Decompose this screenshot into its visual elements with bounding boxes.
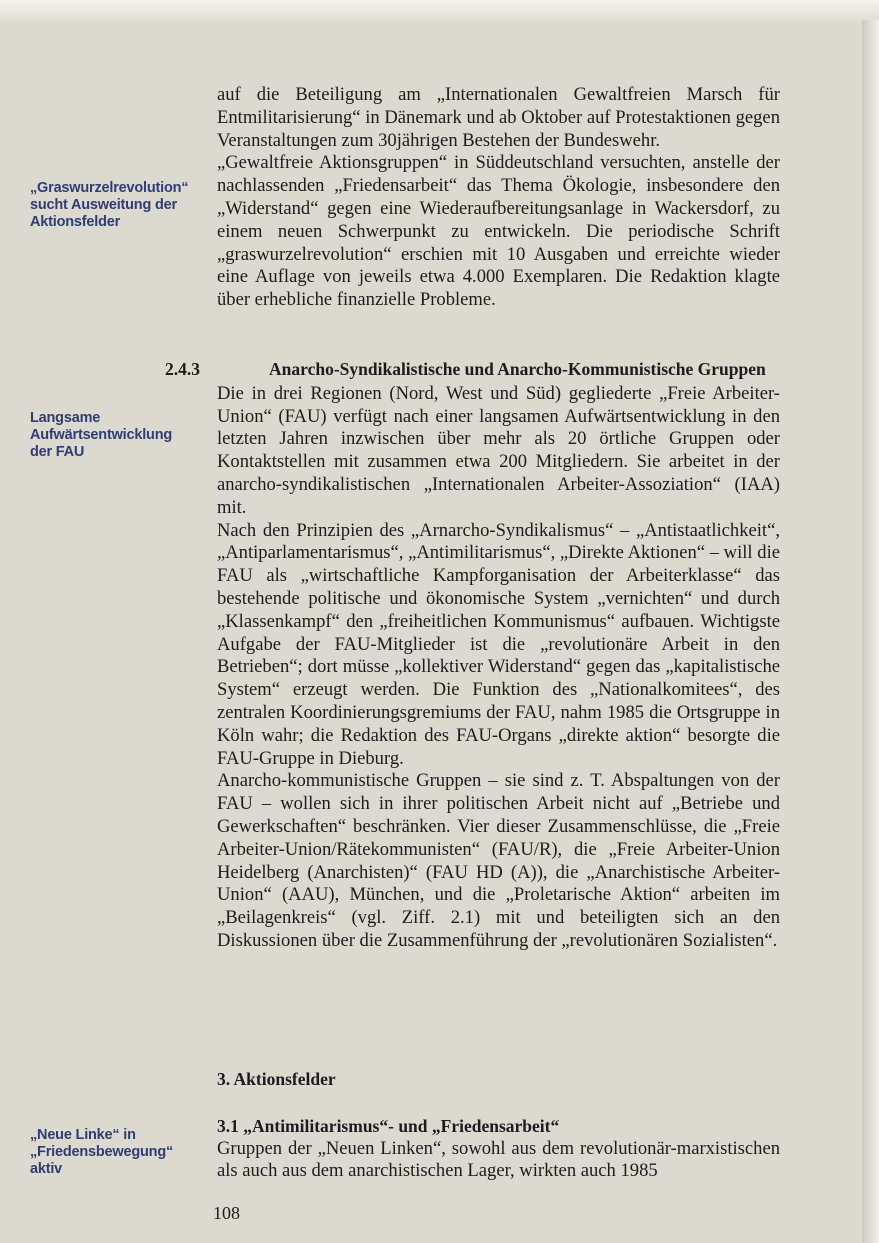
- margin-note-graswurzelrevolution: „Graswurzelrevolution“ sucht Ausweitung der Aktionsfelder: [30, 180, 189, 230]
- section-number: 2.4.3: [165, 359, 200, 379]
- paragraph: „Gewaltfreie Aktionsgruppen“ in Süddeutschland versuchten, anstelle der nachlassenden „Friedensarbeit“ das Thema Ökologie, insbesondere den „Widerstand“ gegen eine Wiederaufbereitungsanlage in Wackersdorf, zu einem neuen Schwerpunkt zu entwickeln. Die periodische Schrift „graswurzelrevolution“ erschien mit 10 Ausgaben und erreichte wieder eine Auflage von jeweils etwa 4.000 Exemplaren. Die Redaktion klagte über erhebliche finanzielle Probleme.: [217, 152, 780, 311]
- text-block-intro: [217, 84, 780, 312]
- section-title: Anarcho-Syndikalistische und Anarcho-Kommunistische Gruppen: [269, 359, 766, 379]
- text-block-2-4-3: [217, 383, 780, 953]
- scan-background-top: [0, 0, 879, 24]
- paragraph: Nach den Prinzipien des „Arnarcho-Syndikalismus“ – „Antistaatlichkeit“, „Antiparlamentarismus“, „Antimilitarismus“, „Direkte Aktionen“ – will die FAU als „wirtschaftliche Kampforganisation der Arbeiterklasse“ das bestehende politische und ökonomische System „vernichten“ und durch „Klassenkampf“ den „freiheitlichen Kommunismus“ aufbauen. Wichtigste Aufgabe der FAU-Mitglieder ist die „revolutionäre Arbeit in den Betrieben“; dort müsse „kollektiver Widerstand“ gegen das „kapitalistische System“ erzeugt werden. Die Funktion des „Nationalkomitees“, des zentralen Koordinierungsgremiums der FAU, nahm 1985 die Ortsgruppe in Köln wahr; die Redaktion des FAU-Organs „direkte aktion“ besorgte die FAU-Gruppe in Dieburg.: [217, 519, 780, 769]
- paragraph: auf die Beteiligung am „Internationalen Gewaltfreien Marsch für Entmilitarisierung“ in Dänemark und ab Oktober auf Protestaktionen gegen Veranstaltungen zum 30jährigen Bestehen der Bundeswehr.: [217, 84, 780, 151]
- section-heading-3: 3. Aktionsfelder: [217, 1069, 336, 1089]
- page-edge: [862, 20, 879, 1243]
- page-number: 108: [213, 1203, 240, 1223]
- section-heading-2-4-3: [165, 358, 832, 381]
- paragraph: Die in drei Regionen (Nord, West und Süd) gegliederte „Freie Arbeiter-Union“ (FAU) verfügt nach einer langsamen Aufwärtsentwicklung in den letzten Jahren inzwischen über mehr als 20 örtliche Gruppen oder Kontaktstellen mit zusammen etwa 200 Mitgliedern. Sie arbeitet in der anarcho-syndikalistischen „Internationalen Arbeiter-Assoziation“ (IAA) mit.: [217, 382, 780, 518]
- paragraph: Gruppen der „Neuen Linken“, sowohl aus dem revolutionär-marxistischen als auch aus dem anarchistischen Lager, wirkten auch 1985: [217, 1137, 780, 1182]
- margin-note-fau: Langsame Aufwärtsentwicklung der FAU: [30, 410, 173, 460]
- paragraph: Anarcho-kommunistische Gruppen – sie sind z. T. Abspaltungen von der FAU – wollen sich in ihrer politischen Arbeit nicht auf „Betriebe und Gewerkschaften“ beschränken. Vier dieser Zusammenschlüsse, die „Freie Arbeiter-Union/Rätekommunisten“ (FAU/R), die „Freie Arbeiter-Union Heidelberg (Anarchisten)“ (FAU HD (A)), die „Anarchistische Arbeiter-Union“ (AAU), München, und die „Proletarische Aktion“ arbeiten im „Beilagenkreis“ (vgl. Ziff. 2.1) mit und beteiligten sich an den Diskussionen über die Zusammenführung der „revolutionären Sozialisten“.: [217, 770, 780, 951]
- section-heading-3-1: 3.1 „Antimilitarismus“- und „Friedensarbeit“: [217, 1115, 560, 1136]
- text-block-3-1: [217, 1138, 780, 1184]
- margin-note-neue-linke: „Neue Linke“ in „Friedensbewegung“ aktiv: [30, 1127, 174, 1177]
